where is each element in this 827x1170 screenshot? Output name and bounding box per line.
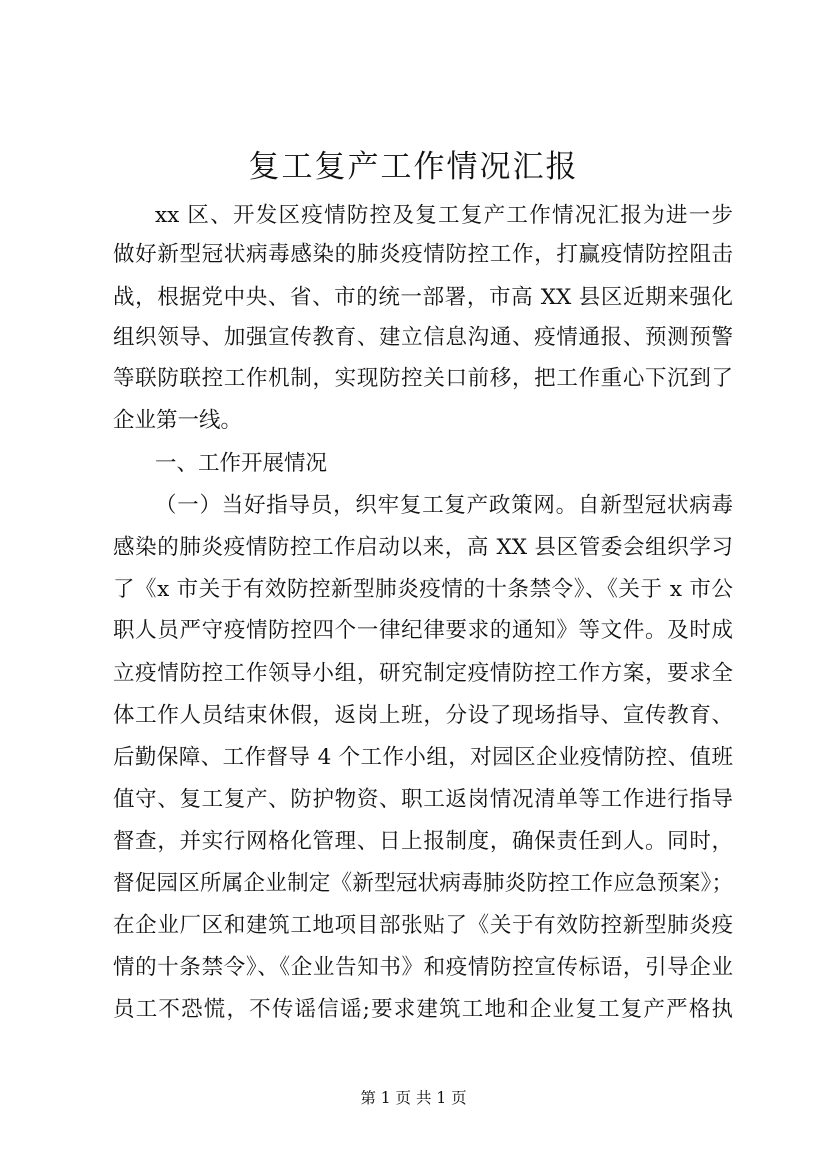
paragraph-line: 企业第一线。 [113, 408, 243, 433]
paragraph-line: 体工作人员结束休假，返岗上班，分设了现场指导、宣传教育、 [113, 703, 733, 728]
paragraph-line: 职人员严守疫情防控四个一律纪律要求的通知》等文件。及时成 [113, 618, 733, 643]
section-heading: 一、工作开展情况 [155, 451, 328, 476]
paragraph-line: 员工不恐慌，不传谣信谣;要求建筑工地和企业复工复产严格执 [113, 997, 733, 1022]
paragraph-line: 感染的肺炎疫情防控工作启动以来，高 XX 县区管委会组织学习 [113, 535, 733, 560]
page-number-footer: 第 1 页 共 1 页 [360, 1089, 467, 1107]
paragraph-line: 战，根据党中央、省、市的统一部署，市高 XX 县区近期来强化 [113, 285, 733, 310]
paragraph-line: （一）当好指导员，织牢复工复产政策网。自新型冠状病毒 [155, 493, 733, 518]
paragraph-line: 做好新型冠状病毒感染的肺炎疫情防控工作，打赢疫情防控阻击 [113, 242, 733, 267]
paragraph-line: xx 区、开发区疫情防控及复工复产工作情况汇报为进一步 [155, 203, 733, 228]
paragraph-line: 后勤保障、工作督导 4 个工作小组，对园区企业疫情防控、值班 [113, 745, 733, 770]
paragraph-line: 督查，并实行网格化管理、日上报制度，确保责任到人。同时， [113, 829, 733, 854]
paragraph-line: 等联防联控工作机制，实现防控关口前移，把工作重心下沉到了 [113, 366, 733, 391]
paragraph-line: 督促园区所属企业制定《新型冠状病毒肺炎防控工作应急预案》； [113, 871, 733, 896]
paragraph-line: 组织领导、加强宣传教育、建立信息沟通、疫情通报、预测预警 [113, 325, 733, 350]
paragraph-line: 值守、复工复产、防护物资、职工返岗情况清单等工作进行指导 [113, 787, 733, 812]
paragraph-line: 情的十条禁令》、《企业告知书》和疫情防控宣传标语，引导企业 [113, 955, 733, 980]
paragraph-line: 在企业厂区和建筑工地项目部张贴了《关于有效防控新型肺炎疫 [113, 913, 733, 938]
paragraph-line: 了《x 市关于有效防控新型肺炎疫情的十条禁令》、《关于 x 市公 [113, 577, 733, 602]
document-title: 复工复产工作情况汇报 [248, 149, 579, 185]
paragraph-line: 立疫情防控工作领导小组，研究制定疫情防控工作方案，要求全 [113, 661, 733, 686]
